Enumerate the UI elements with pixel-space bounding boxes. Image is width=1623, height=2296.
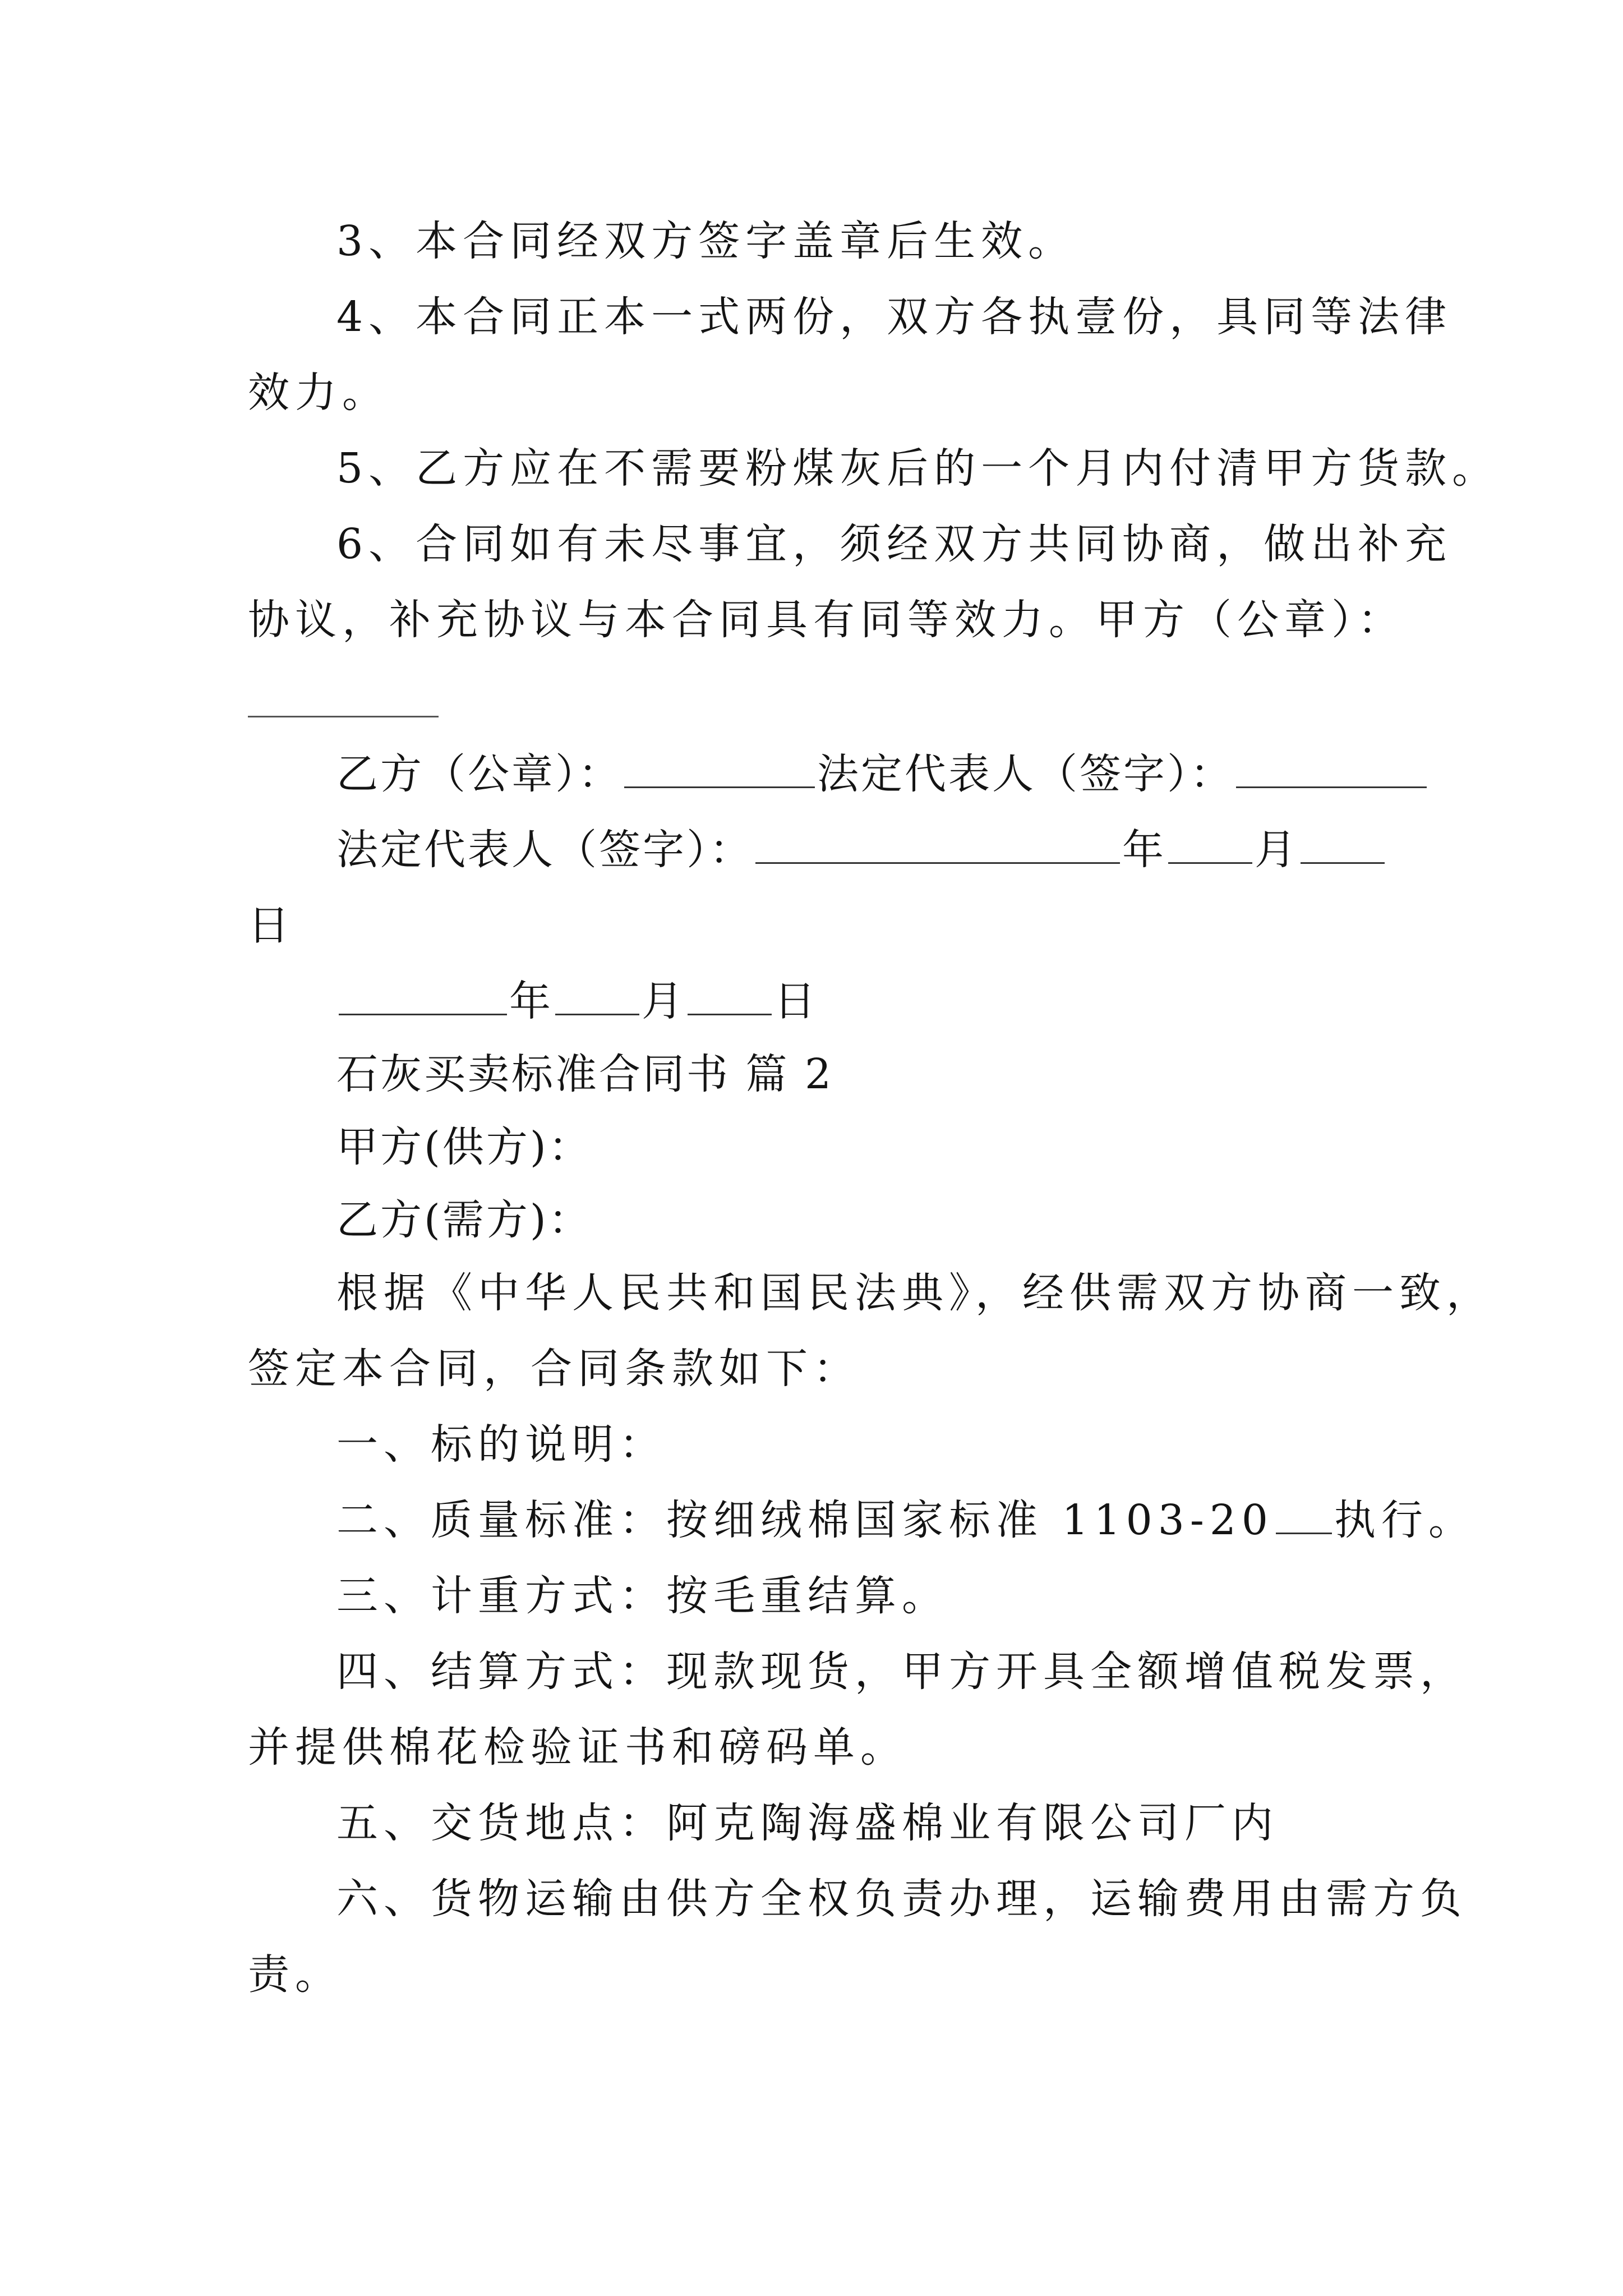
party-b-seal-blank: [624, 747, 815, 788]
month-blank: [1168, 823, 1252, 864]
year-blank: [339, 974, 507, 1015]
clause-3: 3、本合同经双方签字盖章后生效。: [336, 217, 1076, 265]
term-2-tail: 执行。: [1334, 1496, 1476, 1544]
day-label-2: 日: [774, 977, 818, 1025]
clause-4-line-2: 效力。: [248, 369, 389, 417]
term-2: [336, 1492, 1476, 1548]
date-line: [336, 973, 1391, 1029]
month-label: 月: [1255, 826, 1298, 874]
term-6-line-2: 责。: [248, 1950, 342, 1999]
legal-rep-blank: [1236, 747, 1427, 788]
party-a-seal-blank: [248, 716, 439, 717]
legal-rep-blank-2: [755, 823, 1120, 864]
preamble-line-2: 签定本合同，合同条款如下：: [248, 1345, 860, 1393]
term-2-year-blank: [1276, 1493, 1332, 1534]
term-4-line-1: 四、结算方式：现款现货，甲方开具全额增值税发票，: [336, 1648, 1467, 1696]
party-b-seal-label: 乙方（公章）：: [336, 750, 622, 798]
term-6-line-1: 六、货物运输由供方全权负责办理，运输费用由需方负: [336, 1875, 1467, 1923]
term-5: 五、交货地点：阿克陶海盛棉业有限公司厂内: [336, 1799, 1279, 1847]
month-blank-2: [555, 974, 639, 1015]
legal-rep-date-line: [336, 822, 1391, 878]
term-1: 一、标的说明：: [336, 1420, 666, 1469]
legal-rep-label: 法定代表人（签字）：: [817, 750, 1234, 798]
term-2-text: 二、质量标准：按细绒棉国家标准 1103-20: [336, 1496, 1274, 1544]
section-title: 石灰买卖标准合同书 篇 2: [336, 1050, 834, 1098]
day-blank: [1301, 823, 1385, 864]
legal-rep-label-2: 法定代表人（签字）：: [336, 826, 753, 874]
term-4-line-2: 并提供棉花检验证书和磅码单。: [248, 1723, 907, 1772]
party-a-supplier: 甲方(供方)：: [336, 1123, 592, 1171]
year-label: 年: [1122, 826, 1166, 874]
month-label-2: 月: [642, 977, 685, 1025]
party-b-signature-line: [336, 746, 1391, 802]
clause-6-line-2: 协议，补充协议与本合同具有同等效力。甲方（公章）：: [248, 596, 1405, 644]
day-blank-2: [688, 974, 772, 1015]
term-3: 三、计重方式：按毛重结算。: [336, 1572, 949, 1620]
party-b-buyer: 乙方(需方)：: [336, 1196, 592, 1244]
day-label-line: 日: [248, 901, 295, 950]
preamble-line-1: 根据《中华人民共和国民法典》，经供需双方协商一致，: [336, 1269, 1493, 1317]
year-label-2: 年: [509, 977, 553, 1025]
clause-6-line-1: 6、合同如有未尽事宜，须经双方共同协商，做出补充: [336, 520, 1453, 568]
clause-4-line-1: 4、本合同正本一式两份，双方各执壹份，具同等法律: [336, 293, 1453, 341]
clause-5: 5、乙方应在不需要粉煤灰后的一个月内付清甲方货款。: [336, 444, 1500, 493]
